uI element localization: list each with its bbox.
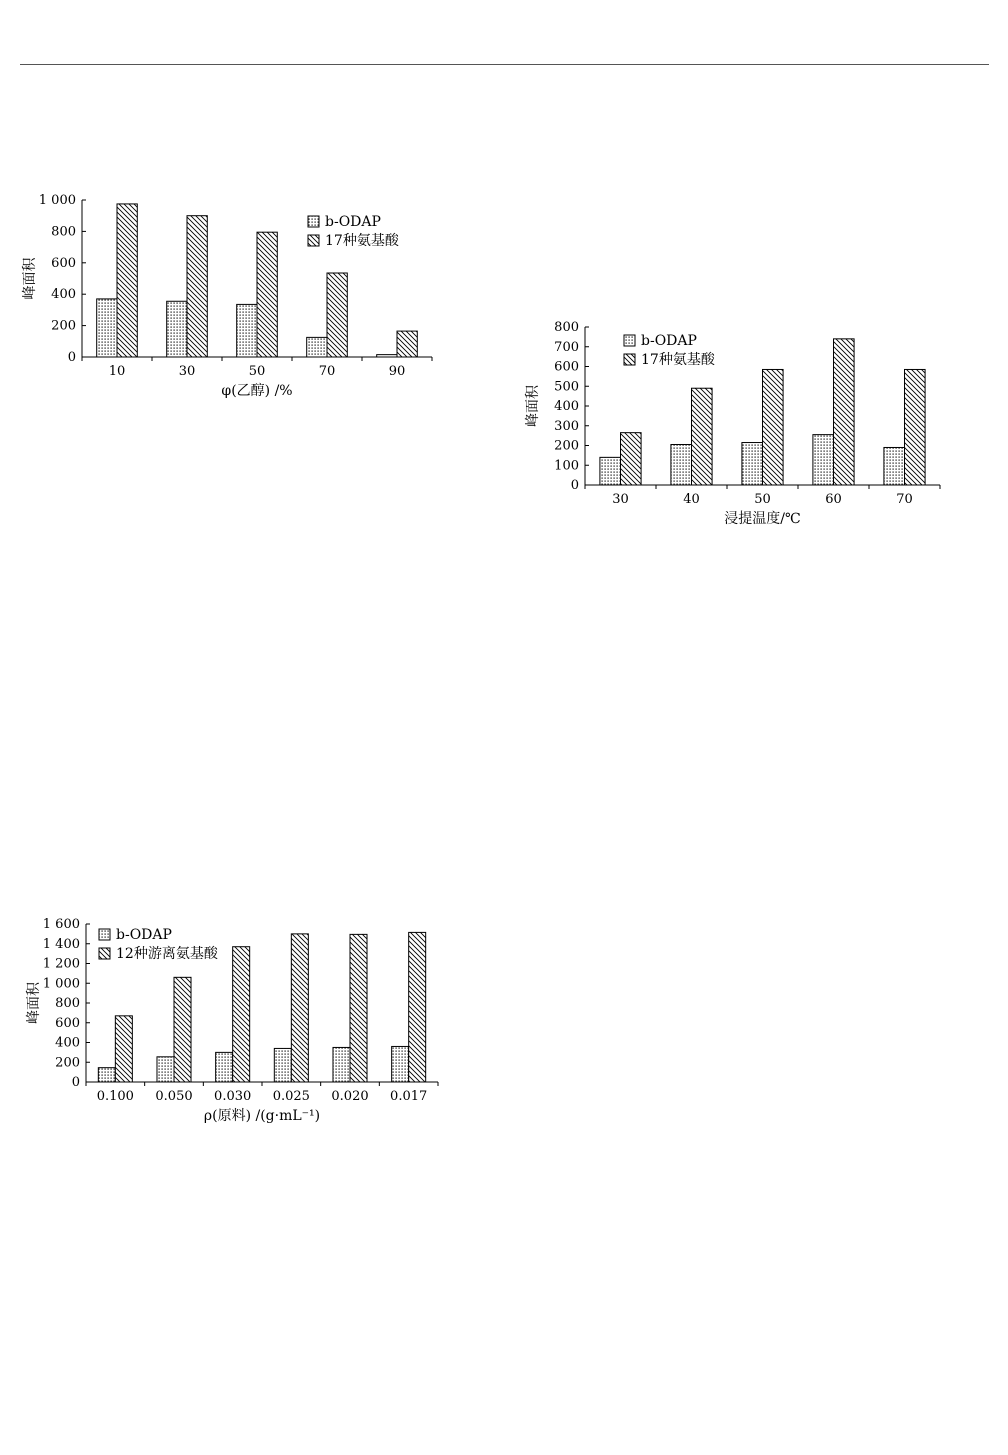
x-tick-label: 0.030 — [214, 1089, 252, 1104]
chart-extraction-temperature — [525, 315, 952, 535]
bar-amino-acids — [621, 433, 642, 485]
bar-amino-acids — [834, 339, 855, 485]
y-tick-label: 0 — [71, 1075, 80, 1090]
legend-swatch — [308, 235, 319, 246]
page-header-rule — [20, 64, 989, 65]
bar-amino-acids — [397, 331, 417, 357]
y-axis-label: 峰面积 — [22, 257, 38, 300]
y-axis-label: 峰面积 — [525, 385, 541, 427]
bar-b-odap — [333, 1047, 350, 1082]
bar-b-odap — [600, 457, 621, 485]
legend — [308, 214, 400, 249]
y-tick-label: 1 000 — [38, 193, 76, 208]
bar-amino-acids — [763, 369, 784, 485]
y-tick-label: 200 — [51, 318, 76, 334]
bar-b-odap — [216, 1052, 233, 1082]
y-tick-label: 600 — [55, 1015, 80, 1031]
x-tick-label: 0.017 — [390, 1089, 428, 1104]
y-tick-label: 800 — [554, 320, 579, 335]
y-tick-label: 100 — [554, 458, 579, 474]
bar-amino-acids — [409, 932, 426, 1082]
bar-b-odap — [97, 299, 117, 357]
y-tick-label: 1 400 — [42, 936, 80, 952]
y-tick-label: 400 — [55, 1035, 80, 1051]
bar-amino-acids — [291, 934, 308, 1082]
legend-label: 17种氨基酸 — [325, 233, 399, 249]
x-tick-label: 10 — [108, 364, 126, 379]
x-tick-label: 0.020 — [331, 1089, 369, 1104]
bar-amino-acids — [692, 388, 713, 485]
bar-b-odap — [98, 1068, 115, 1082]
x-tick-label: 50 — [248, 364, 266, 379]
y-tick-label: 1 600 — [42, 917, 80, 932]
bar-amino-acids — [187, 216, 207, 357]
legend-label: 17种氨基酸 — [641, 352, 715, 368]
y-tick-label: 300 — [554, 418, 579, 434]
x-tick-label: 0.025 — [272, 1089, 310, 1104]
x-tick-label: 70 — [318, 364, 336, 379]
x-tick-label: 30 — [612, 492, 629, 507]
bar-amino-acids — [327, 273, 347, 357]
y-tick-label: 800 — [55, 996, 80, 1011]
y-tick-label: 500 — [554, 379, 579, 395]
chart-ethanol-concentration — [20, 185, 450, 400]
legend-label: 12种游离氨基酸 — [116, 946, 218, 962]
legend-swatch — [624, 354, 635, 365]
bar-b-odap — [307, 337, 327, 357]
y-tick-label: 600 — [51, 255, 76, 271]
y-tick-label: 700 — [554, 339, 579, 355]
y-tick-label: 0 — [67, 350, 76, 365]
legend — [624, 333, 716, 368]
y-tick-label: 200 — [554, 438, 579, 454]
y-tick-label: 400 — [51, 287, 76, 303]
y-tick-label: 1 000 — [42, 976, 80, 992]
bar-b-odap — [392, 1046, 409, 1082]
x-axis-label: ρ(原料) /(g·mL⁻¹) — [203, 1108, 321, 1124]
x-tick-label: 0.050 — [155, 1089, 193, 1104]
bar-b-odap — [742, 443, 763, 485]
bar-amino-acids — [117, 204, 137, 357]
x-tick-label: 60 — [825, 492, 842, 507]
x-axis-label: φ(乙醇) /% — [221, 383, 293, 399]
bar-amino-acids — [233, 947, 250, 1082]
legend-swatch — [624, 335, 635, 346]
bar-amino-acids — [115, 1016, 132, 1082]
chart-material-concentration — [20, 912, 450, 1127]
bar-b-odap — [813, 435, 834, 485]
bar-amino-acids — [905, 369, 926, 485]
legend-label: b-ODAP — [116, 927, 172, 943]
legend-swatch — [308, 216, 319, 227]
y-tick-label: 0 — [570, 478, 579, 493]
bar-b-odap — [671, 445, 692, 485]
legend — [99, 927, 219, 962]
bar-b-odap — [884, 447, 905, 485]
x-tick-label: 50 — [754, 492, 771, 507]
y-tick-label: 600 — [554, 359, 579, 375]
x-tick-label: 70 — [896, 492, 913, 507]
bar-amino-acids — [174, 977, 191, 1082]
bar-b-odap — [157, 1057, 174, 1082]
bar-b-odap — [237, 304, 257, 357]
x-tick-label: 0.100 — [96, 1089, 134, 1104]
y-tick-label: 1 200 — [42, 956, 80, 972]
y-tick-label: 400 — [554, 399, 579, 414]
x-tick-label: 40 — [683, 492, 700, 507]
x-axis-label: 浸提温度/℃ — [724, 511, 801, 527]
y-axis-label: 峰面积 — [26, 982, 42, 1024]
legend-swatch — [99, 929, 110, 940]
y-tick-label: 800 — [51, 224, 76, 240]
x-tick-label: 30 — [178, 364, 196, 379]
bar-b-odap — [377, 355, 397, 357]
y-tick-label: 200 — [55, 1055, 80, 1071]
legend-label: b-ODAP — [641, 333, 697, 349]
legend-swatch — [99, 948, 110, 959]
x-tick-label: 90 — [388, 364, 406, 379]
bar-amino-acids — [257, 232, 277, 357]
legend-label: b-ODAP — [325, 214, 381, 230]
bar-b-odap — [167, 301, 187, 357]
bar-b-odap — [274, 1048, 291, 1082]
bar-amino-acids — [350, 934, 367, 1082]
